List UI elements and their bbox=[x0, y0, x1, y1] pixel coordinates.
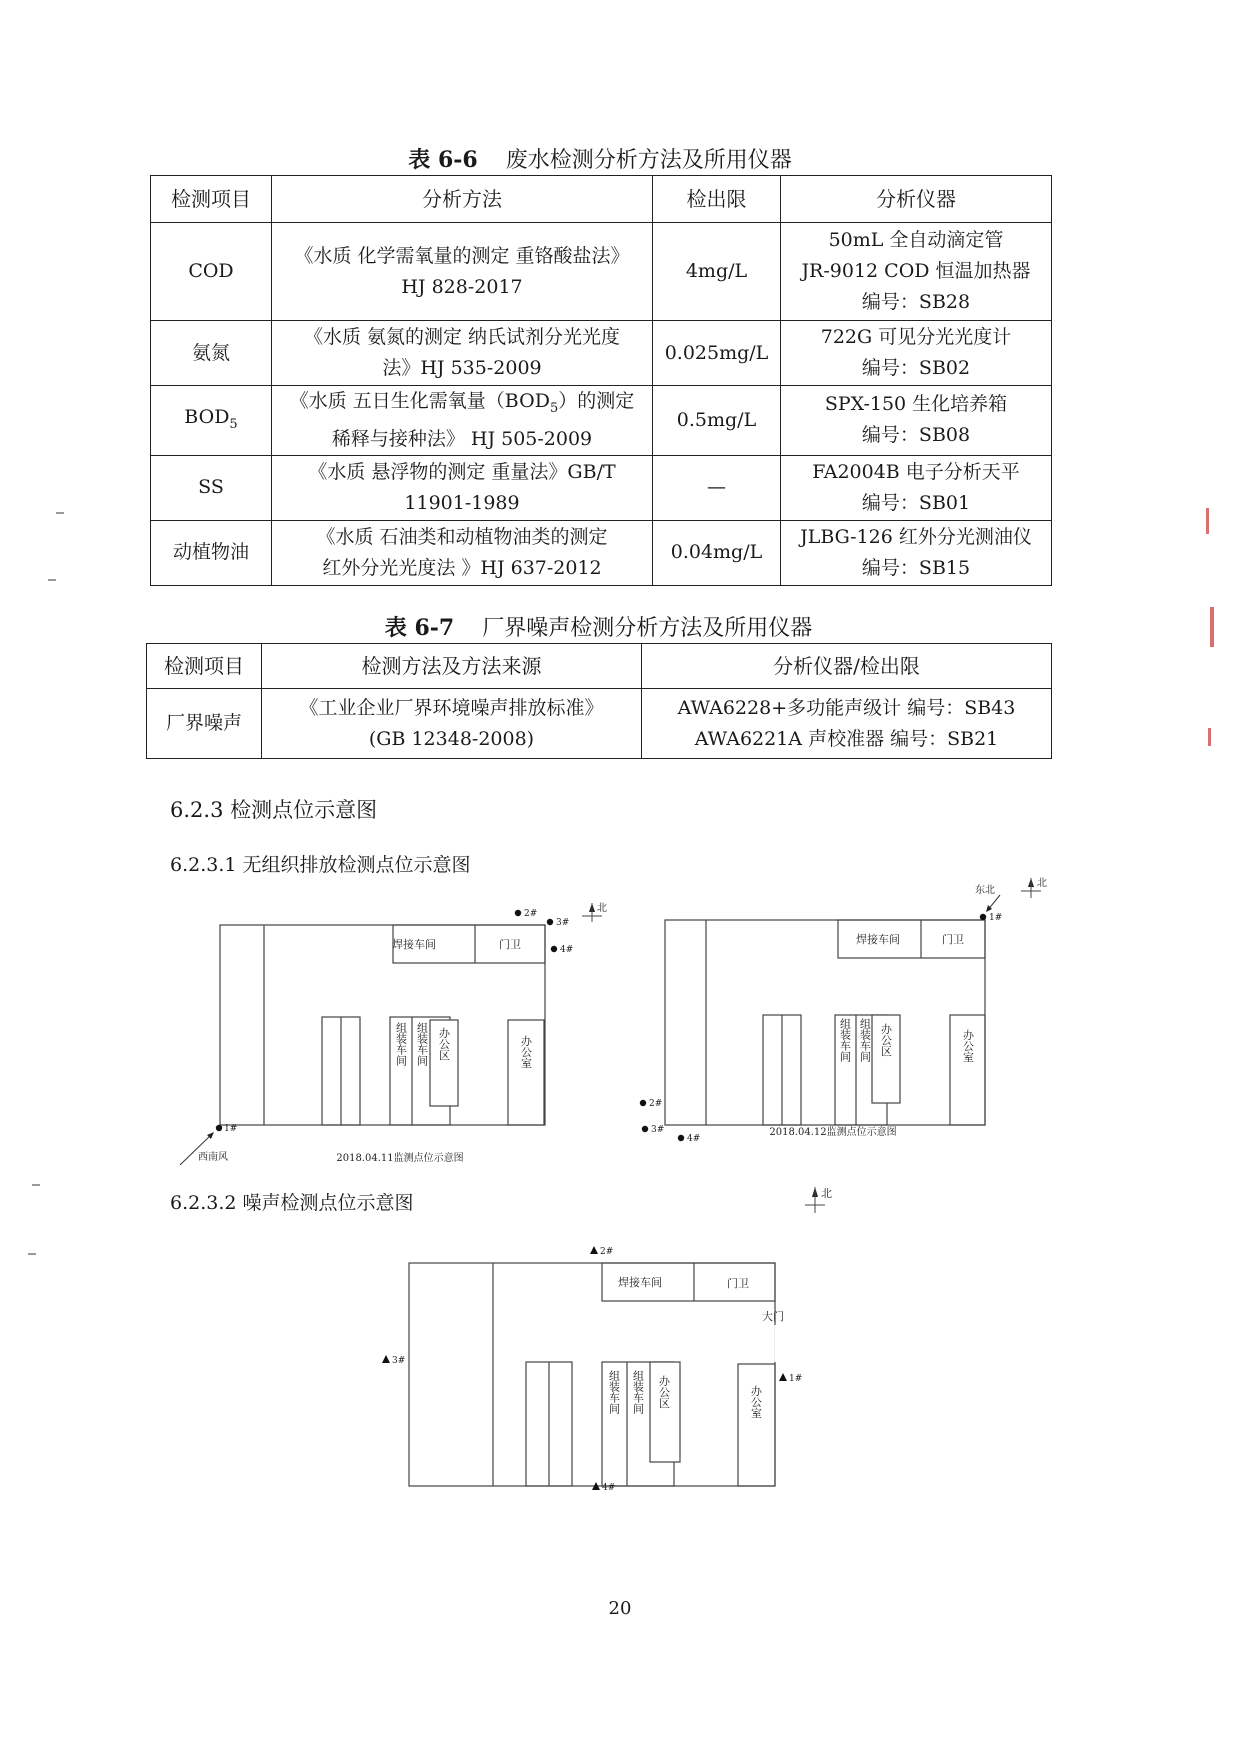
table-row bbox=[151, 386, 1052, 456]
noise-point-2-label: 2# bbox=[600, 1247, 614, 1257]
point-3-label: 3# bbox=[651, 1125, 665, 1135]
method-line: (GB 12348-2008) bbox=[368, 727, 535, 750]
method-cell bbox=[272, 223, 653, 321]
instrument-line: 编号：SB01 bbox=[861, 491, 971, 514]
instrument-line: AWA6228+多功能声级计 编号：SB43 bbox=[677, 696, 1016, 719]
label-assembly: 组装车间 bbox=[394, 1022, 408, 1066]
diagram-caption: 2018.04.12监测点位示意图 bbox=[769, 1127, 897, 1138]
instrument-cell bbox=[781, 455, 1052, 520]
label-weld: 焊接车间 bbox=[856, 933, 900, 946]
diagram-2018-04-12 bbox=[630, 868, 1080, 1168]
label-weld: 焊接车间 bbox=[618, 1276, 662, 1289]
point-2 bbox=[640, 1100, 646, 1106]
instrument-line: 编号：SB15 bbox=[861, 556, 971, 579]
stamp-edge-mark bbox=[1208, 728, 1211, 746]
method-line: 红外分光光度法 》HJ 637-2012 bbox=[322, 556, 602, 579]
noise-point-1 bbox=[779, 1373, 787, 1381]
table-row bbox=[151, 223, 1052, 321]
noise-point-3 bbox=[382, 1355, 390, 1363]
point-1 bbox=[216, 1125, 222, 1131]
header-item: 检测项目 bbox=[147, 644, 262, 689]
table-row bbox=[151, 455, 1052, 520]
header-instrument: 分析仪器 bbox=[781, 176, 1052, 223]
plant-outline bbox=[220, 925, 545, 1125]
header-limit: 检出限 bbox=[653, 176, 781, 223]
north-label: 北 bbox=[821, 1187, 832, 1200]
instrument-line: FA2004B 电子分析天平 bbox=[812, 460, 1020, 483]
header-item: 检测项目 bbox=[151, 176, 272, 223]
label-office: 办公室 bbox=[961, 1029, 975, 1063]
item-cell: SS bbox=[151, 455, 272, 520]
point-3 bbox=[547, 919, 553, 925]
wind-label: 东北 bbox=[975, 885, 995, 896]
method-line: 《水质 氨氮的测定 纳氏试剂分光光度 bbox=[303, 326, 621, 348]
instrument-line: SPX-150 生化培养箱 bbox=[824, 393, 1008, 416]
plant-outline bbox=[409, 1263, 775, 1486]
item-cell bbox=[151, 386, 272, 456]
table-6-6 bbox=[150, 175, 1052, 586]
point-4 bbox=[551, 946, 557, 952]
method-line: 《水质 石油类和动植物油类的测定 bbox=[316, 525, 608, 548]
plant-outline bbox=[665, 920, 985, 1125]
method-line: 11901-1989 bbox=[404, 491, 520, 514]
north-label: 北 bbox=[597, 903, 607, 914]
instrument-cell bbox=[781, 223, 1052, 321]
office-block bbox=[738, 1364, 775, 1486]
wind-label: 西南风 bbox=[198, 1152, 228, 1163]
instrument-cell bbox=[781, 386, 1052, 456]
label-office-area: 办公区 bbox=[657, 1375, 671, 1409]
method-line bbox=[276, 386, 648, 424]
method-line: 《工业企业厂界环境噪声排放标准》 bbox=[299, 696, 604, 719]
method-cell bbox=[262, 689, 642, 759]
method-cell bbox=[272, 386, 653, 456]
noise-point-3-label: 3# bbox=[392, 1356, 406, 1366]
header-method: 分析方法 bbox=[272, 176, 653, 223]
instrument-line: 编号：SB02 bbox=[861, 357, 971, 379]
table-row bbox=[151, 321, 1052, 386]
label-weld: 焊接车间 bbox=[392, 938, 436, 951]
instrument-line: 编号：SB08 bbox=[861, 424, 971, 447]
limit-cell: 4mg/L bbox=[653, 223, 781, 321]
label-office: 办公室 bbox=[519, 1035, 533, 1069]
section-6-2-3-2-heading: 6.2.3.2 噪声检测点位示意图 bbox=[170, 1192, 414, 1214]
item-cell: 氨氮 bbox=[151, 321, 272, 386]
table-6-6-number: 表 6-6 bbox=[408, 147, 478, 173]
point-3-label: 3# bbox=[556, 918, 570, 928]
instrument-cell bbox=[781, 321, 1052, 386]
table-6-6-title: 废水检测分析方法及所用仪器 bbox=[505, 148, 792, 173]
table-row bbox=[147, 689, 1052, 759]
point-3 bbox=[642, 1126, 648, 1132]
point-2 bbox=[515, 910, 521, 916]
table-header-row bbox=[147, 644, 1052, 689]
item-text: BOD bbox=[184, 405, 230, 428]
method-line: 法》HJ 535-2009 bbox=[382, 357, 542, 379]
label-office-area: 办公区 bbox=[437, 1027, 451, 1061]
item-cell: 厂界噪声 bbox=[147, 689, 262, 759]
instrument-cell bbox=[781, 520, 1052, 585]
method-text: ）的测定 bbox=[558, 390, 635, 412]
instrument-line: JLBG-126 红外分光测油仪 bbox=[800, 525, 1032, 548]
label-gate: 门卫 bbox=[942, 933, 964, 946]
point-1-label: 1# bbox=[989, 913, 1003, 923]
diagram-2018-04-11 bbox=[170, 890, 620, 1180]
wind-arrow-icon bbox=[986, 895, 1000, 912]
table-row bbox=[151, 520, 1052, 585]
point-2-label: 2# bbox=[524, 909, 538, 919]
table-6-7-caption bbox=[146, 611, 1051, 642]
label-office-area: 办公区 bbox=[879, 1023, 893, 1057]
stamp-edge-mark bbox=[1206, 508, 1209, 534]
item-cell: 动植物油 bbox=[151, 520, 272, 585]
item-cell: COD bbox=[151, 223, 272, 321]
method-subscript: 5 bbox=[549, 400, 559, 416]
instrument-line: 50mL 全自动滴定管 bbox=[828, 229, 1004, 251]
noise-point-4-label: 4# bbox=[602, 1483, 616, 1493]
table-6-7-number: 表 6-7 bbox=[384, 615, 455, 641]
section-6-2-3-heading: 6.2.3 检测点位示意图 bbox=[170, 798, 378, 822]
instrument-cell bbox=[642, 689, 1052, 759]
label-gate: 门卫 bbox=[499, 938, 521, 951]
limit-cell: 0.5mg/L bbox=[653, 386, 781, 456]
diagram-caption: 2018.04.11监测点位示意图 bbox=[336, 1153, 464, 1164]
header-method: 检测方法及方法来源 bbox=[262, 644, 642, 689]
method-line: 稀释与接种法》 HJ 505-2009 bbox=[331, 427, 593, 450]
instrument-line: 编号：SB28 bbox=[861, 291, 971, 313]
point-2-label: 2# bbox=[649, 1099, 663, 1109]
scan-mark bbox=[48, 579, 56, 581]
method-line: 《水质 悬浮物的测定 重量法》GB/T bbox=[308, 460, 616, 483]
method-line: 《水质 化学需氧量的测定 重铬酸盐法》 bbox=[294, 244, 630, 267]
scan-mark bbox=[28, 1253, 36, 1255]
instrument-line: JR-9012 COD 恒温加热器 bbox=[801, 260, 1031, 282]
method-cell bbox=[272, 520, 653, 585]
point-1-label: 1# bbox=[224, 1124, 238, 1134]
point-1 bbox=[980, 914, 986, 920]
point-4-label: 4# bbox=[687, 1134, 701, 1144]
instrument-line: AWA6221A 声校准器 编号：SB21 bbox=[694, 727, 999, 750]
limit-cell: 0.04mg/L bbox=[653, 520, 781, 585]
north-label: 北 bbox=[1037, 878, 1047, 889]
section-6-2-3-1-heading: 6.2.3.1 无组织排放检测点位示意图 bbox=[170, 854, 471, 876]
method-cell bbox=[272, 455, 653, 520]
label-assembly: 组装车间 bbox=[607, 1370, 621, 1414]
noise-point-2 bbox=[590, 1246, 598, 1254]
label-assembly: 组装车间 bbox=[415, 1022, 429, 1066]
point-4-label: 4# bbox=[560, 945, 574, 955]
label-assembly: 组装车间 bbox=[838, 1018, 852, 1062]
method-cell bbox=[272, 321, 653, 386]
page-number: 20 bbox=[608, 1598, 632, 1619]
label-assembly: 组装车间 bbox=[858, 1018, 872, 1062]
method-text: 《水质 五日生化需氧量（BOD bbox=[289, 390, 550, 412]
scan-mark bbox=[56, 512, 64, 514]
diagram-noise-points bbox=[370, 1180, 832, 1500]
method-line: HJ 828-2017 bbox=[401, 275, 523, 298]
table-header-row bbox=[151, 176, 1052, 223]
scan-mark bbox=[32, 1184, 40, 1186]
limit-cell: 0.025mg/L bbox=[653, 321, 781, 386]
item-subscript: 5 bbox=[229, 416, 238, 432]
table-6-6-caption bbox=[150, 143, 1050, 174]
label-main-gate: 大门 bbox=[762, 1310, 784, 1323]
stamp-edge-mark bbox=[1210, 607, 1214, 647]
label-office: 办公室 bbox=[749, 1385, 763, 1419]
point-4 bbox=[678, 1135, 684, 1141]
table-6-7 bbox=[146, 643, 1052, 759]
label-gate: 门卫 bbox=[727, 1277, 749, 1290]
header-instrument: 分析仪器/检出限 bbox=[642, 644, 1052, 689]
limit-cell: — bbox=[653, 455, 781, 520]
noise-point-1-label: 1# bbox=[789, 1374, 803, 1384]
table-6-7-title: 厂界噪声检测分析方法及所用仪器 bbox=[482, 616, 813, 641]
label-assembly: 组装车间 bbox=[631, 1370, 645, 1414]
instrument-line: 722G 可见分光光度计 bbox=[820, 326, 1012, 348]
